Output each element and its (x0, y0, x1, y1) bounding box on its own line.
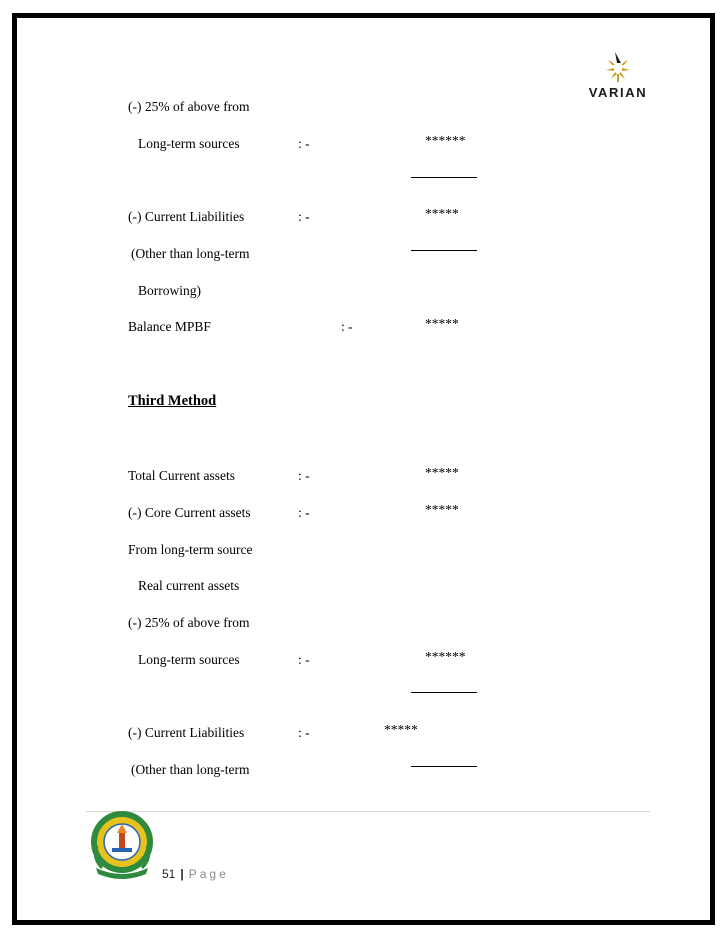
row-label: Balance MPBF (128, 319, 211, 334)
row-separator: : - (298, 652, 310, 667)
row-value: ***** (425, 316, 459, 331)
page-border (12, 13, 715, 925)
page-separator: | (180, 867, 184, 881)
row-label: Real current assets (138, 578, 240, 593)
row-label: (-) 25% of above from (128, 99, 250, 114)
row-value: ****** (425, 649, 466, 664)
total-underline (411, 177, 477, 178)
row-label: (-) 25% of above from (128, 615, 250, 630)
total-underline (411, 766, 477, 767)
seal-emblem-icon (84, 806, 160, 882)
row-separator: : - (341, 319, 353, 334)
page-word: Page (188, 867, 229, 881)
row-value: ****** (425, 133, 466, 148)
row-separator: : - (298, 209, 310, 224)
page-number: 51 (162, 867, 176, 881)
row-value: ***** (384, 722, 418, 737)
row-label: (Other than long-term (131, 762, 250, 777)
row-separator: : - (298, 505, 310, 520)
row-value: ***** (425, 465, 459, 480)
row-separator: : - (298, 468, 310, 483)
row-label: Long-term sources (138, 652, 240, 667)
footer-divider (86, 811, 650, 812)
row-separator: : - (298, 725, 310, 740)
row-label: (-) Core Current assets (128, 505, 251, 520)
row-label: Total Current assets (128, 468, 236, 483)
row-label: From long-term source (128, 542, 253, 557)
varian-logo (580, 44, 656, 104)
logo-wordmark: VARIAN (588, 85, 648, 100)
row-separator: : - (298, 136, 310, 151)
row-value: ***** (425, 206, 459, 221)
row-label: (-) Current Liabilities (128, 725, 245, 740)
section-heading: Third Method (128, 393, 217, 409)
row-label: Long-term sources (138, 136, 240, 151)
row-label: Borrowing) (138, 283, 201, 298)
page-number-footer (162, 867, 229, 881)
row-label: (Other than long-term (131, 246, 250, 261)
total-underline (411, 692, 477, 693)
varian-star-icon (580, 44, 656, 86)
row-value: ***** (425, 502, 459, 517)
institute-seal (84, 806, 160, 882)
total-underline (411, 250, 477, 251)
row-label: (-) Current Liabilities (128, 209, 245, 224)
